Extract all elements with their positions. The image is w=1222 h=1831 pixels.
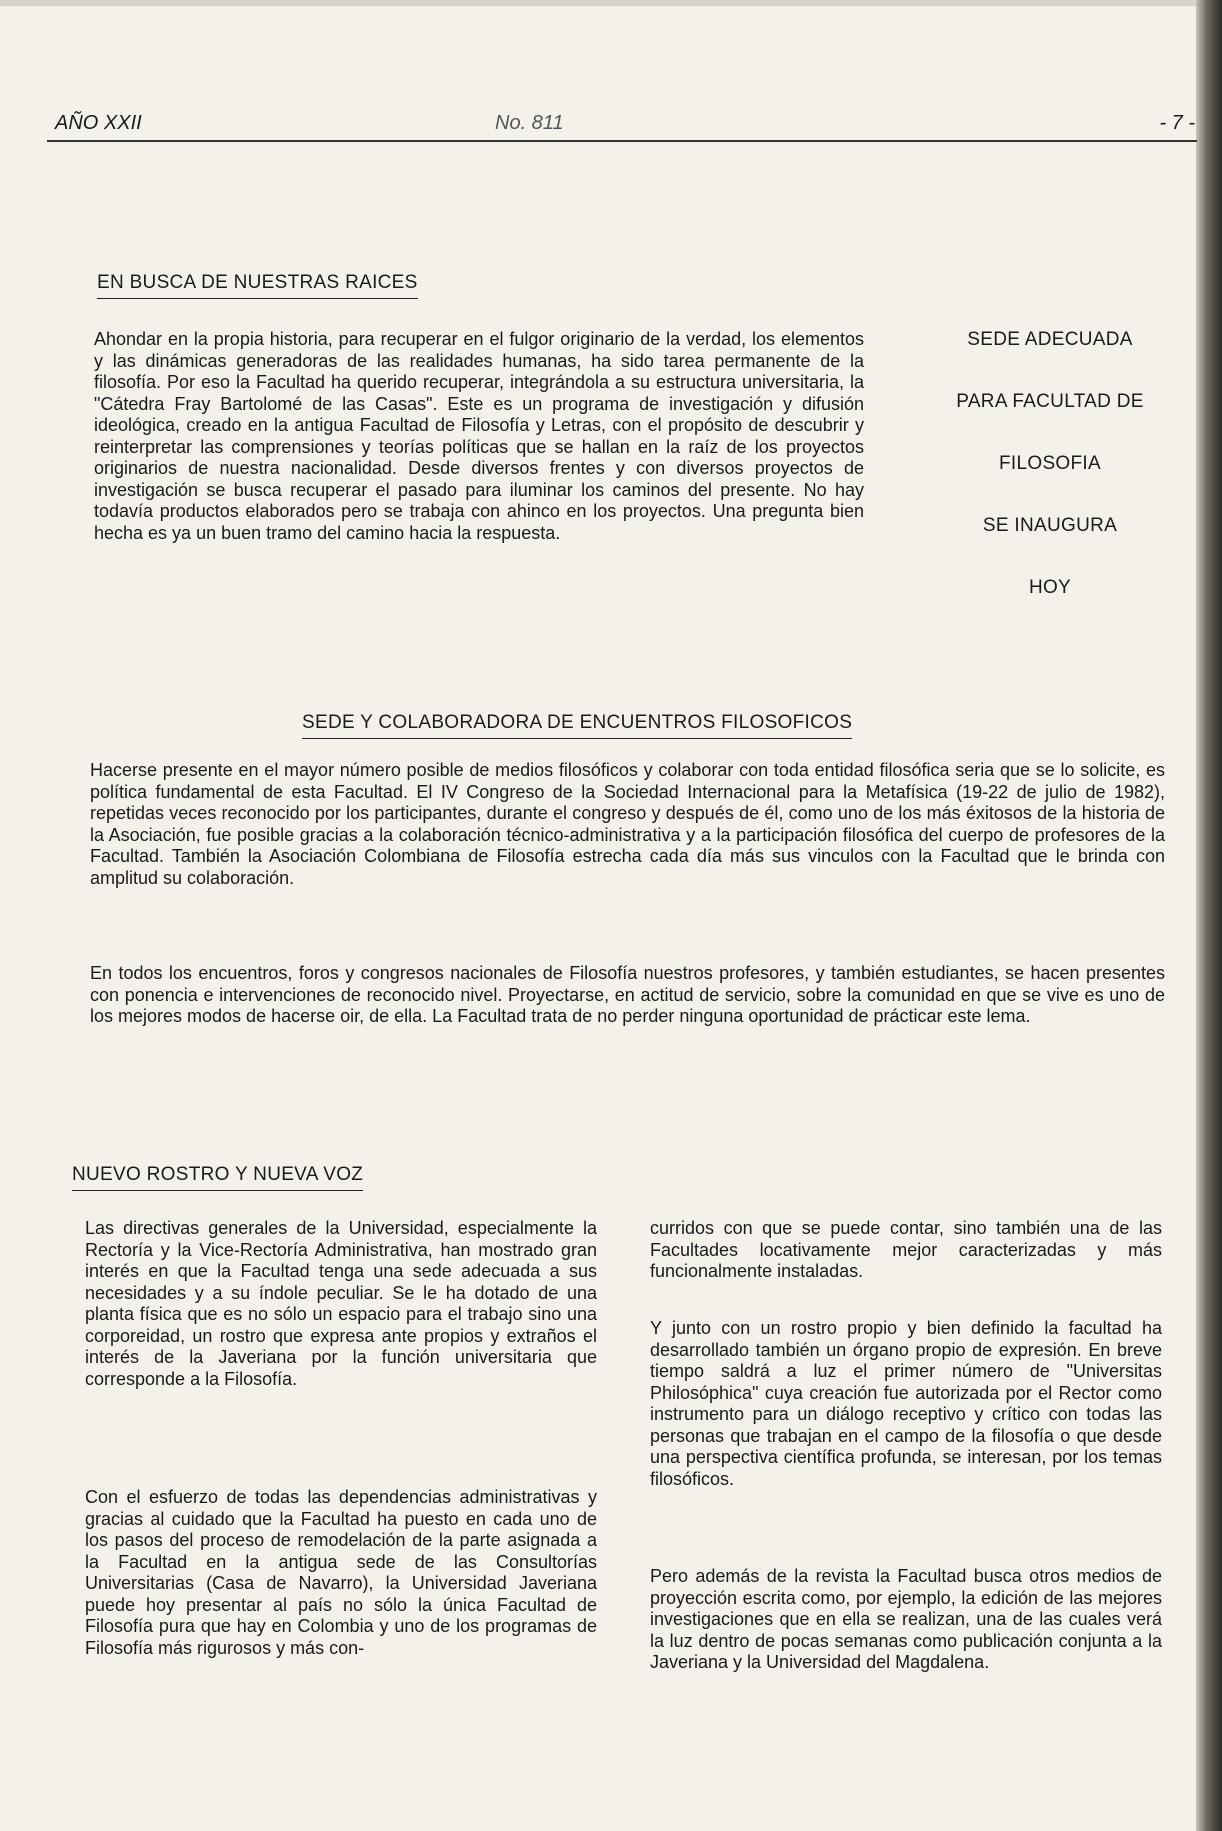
sidebar-headline	[905, 325, 1195, 635]
header-year: AÑO XXII	[55, 112, 142, 134]
sidebar-line-4: SE INAUGURA	[982, 515, 1118, 536]
page-top-edge	[0, 0, 1222, 6]
section2-paragraph-2: En todos los encuentros, foros y congresos nacionales de Filosofía nuestros profesores, y también estudiantes, se hacen presentes con ponencia e intervenciones de reconocido nivel. Proyectarse, en actitud de servicio, sobre la comunidad en que se vive es uno de los mejores modos de hacerse oir, de ella. La Facultad trata de no perder ninguna oportunidad de prácticar este lema.	[90, 963, 1165, 1026]
header-page-number: - 7 -	[1159, 112, 1195, 134]
section3-col2-paragraph-2: Y junto con un rostro propio y bien definido la facultad ha desarrollado también un órgano propio de expresión. En breve tiempo saldrá a luz el primer número de "Universitas Philosóphica" cuya creación fue autorizada por el Rector como instrumento para un diálogo receptivo y crítico con todas las personas que trabajan en el campo de la filosofía o que desde una perspectiva científica profunda, se interesan, por los temas filosóficos.	[650, 1318, 1162, 1489]
running-header	[55, 112, 1195, 144]
section3-title: NUEVO ROSTRO Y NUEVA VOZ	[72, 1163, 363, 1191]
sidebar-line-3: FILOSOFIA	[999, 453, 1101, 474]
header-rule	[47, 140, 1197, 142]
section2-paragraph-1: Hacerse presente en el mayor número posible de medios filosóficos y colaborar con toda entidad filosófica seria que se lo solicite, es política fundamental de esta Facultad. El IV Congreso de la Sociedad Internacional para la Metafísica (19-22 de julio de 1982), repetidas veces reconocido por los participantes, durante el congreso y después de él, como uno de los más éxitosos de la historia de la Asociación, fue posible gracias a la colaboración técnico-administrativa y a la participación filosófica del cuerpo de profesores de la Facultad. También la Asociación Colombiana de Filosofía estrecha cada día más sus vinculos con la Facultad que le brinda con amplitud su colaboración.	[90, 760, 1165, 888]
section3-col2-paragraph-1: curridos con que se puede contar, sino también una de las Facultades locativamente mejor caracterizadas y más funcionalmente instaladas.	[650, 1218, 1162, 1281]
sidebar-line-2: PARA FACULTAD DE	[956, 391, 1144, 412]
section2-title: SEDE Y COLABORADORA DE ENCUENTROS FILOSOFICOS	[302, 711, 852, 739]
section1-paragraph: Ahondar en la propia historia, para recuperar en el fulgor originario de la verdad, los elementos y las dinámicas generadoras de las realidades humanas, ha sido tarea permanente de la filosofía. Por eso la Facultad ha querido recuperar, integrándola a su estructura universitaria, la "Cátedra Fray Bartolomé de las Casas". Este es un programa de investigación y difusión ideológica, creado en la antigua Facultad de Filosofía y Letras, con el propósito de descubrir y reinterpretar las comprensiones y teorías políticas que se hallan en la raíz de los proyectos originarios de nuestra nacionalidad. Desde diversos frentes y con diversos proyectos de investigación se busca recuperar el pasado para iluminar los caminos del presente. No hay todavía productos elaborados pero se trabaja con ahinco en los proyectos. Una pregunta bien hecha es ya un buen tramo del camino hacia la respuesta.	[94, 329, 864, 543]
sidebar-line-5: HOY	[1028, 577, 1072, 598]
sidebar-line-1: SEDE ADECUADA	[967, 329, 1133, 350]
section3-col1-paragraph-2: Con el esfuerzo de todas las dependencias administrativas y gracias al cuidado que la Facultad ha puesto en cada uno de los pasos del proceso de remodelación de la parte asignada a la Facultad en la antigua sede de las Consultorías Universitarias (Casa de Navarro), la Universidad Javeriana puede hoy presentar al país no sólo la única Facultad de Filosofía pura que hay en Colombia y uno de los programas de Filosofía más rigurosos y más con-	[85, 1487, 597, 1658]
header-issue: No. 811	[495, 112, 564, 134]
section1-title: EN BUSCA DE NUESTRAS RAICES	[97, 271, 418, 299]
page-binding-edge	[1196, 0, 1222, 1831]
section3-col1-paragraph-1: Las directivas generales de la Universidad, especialmente la Rectoría y la Vice-Rectoría Administrativa, han mostrado gran interés en que la Facultad tenga una sede adecuada a sus necesidades y a su índole peculiar. Se le ha dotado de una planta física que es no sólo un espacio para el trabajo sino una corporeidad, un rostro que expresa ante propios y extraños el interés de la Javeriana por la función universitaria que corresponde a la Filosofía.	[85, 1218, 597, 1389]
section3-col2-paragraph-3: Pero además de la revista la Facultad busca otros medios de proyección escrita como, por ejemplo, la edición de las mejores investigaciones que en ella se realizan, una de las cuales verá la luz dentro de pocas semanas como publicación conjunta a la Javeriana y la Universidad del Magdalena.	[650, 1566, 1162, 1672]
